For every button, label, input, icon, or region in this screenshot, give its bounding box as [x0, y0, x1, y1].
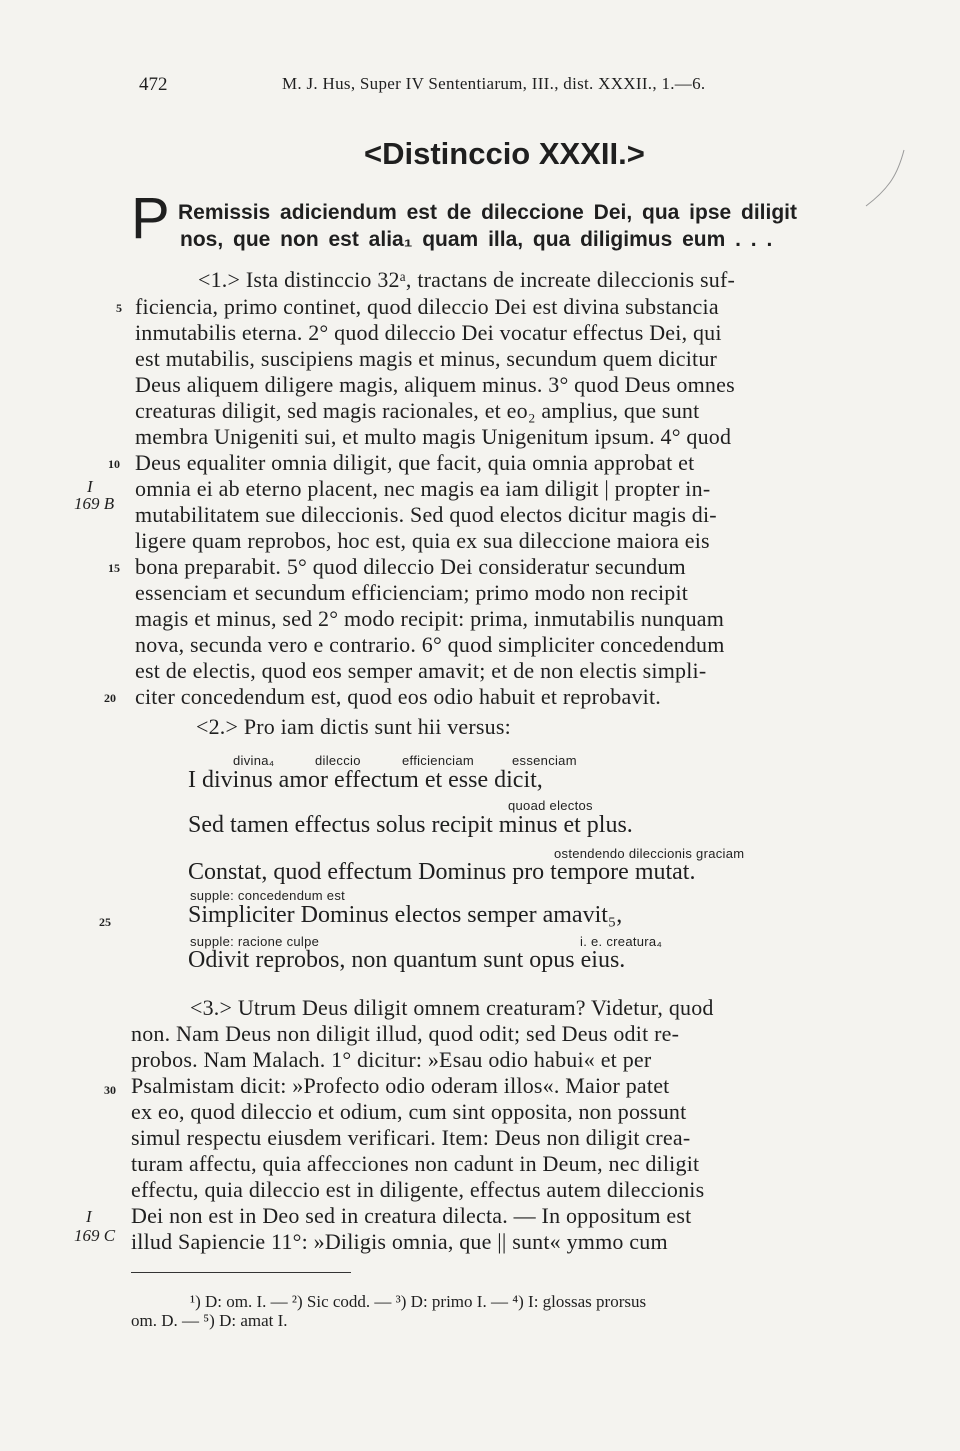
body-line: bona preparabit. 5° quod dileccio Dei consideratur secundum: [135, 554, 686, 579]
body-line: est de electis, quod eos semper amavit; et de non electis simpli-: [135, 658, 707, 683]
body-line: turam affectu, quia affecciones non cadunt in Deum, nec diligit: [131, 1151, 700, 1176]
body-line: <2.> Pro iam dictis sunt hii versus:: [196, 714, 511, 739]
body-line: essenciam et secundum efficienciam; primo modo non recipit: [135, 580, 689, 605]
section-title: <Distinccio XXXII.>: [364, 136, 645, 171]
verse-line: Sed tamen effectus solus recipit minus et plus.: [188, 812, 633, 838]
footnote-line: ¹) D: om. I. — ²) Sic codd. — ³) D: primo I. — ⁴) I: glossas prorsus: [190, 1292, 647, 1311]
body-line: simul respectu eiusdem verificari. Item: Deus non diligit crea-: [131, 1125, 691, 1150]
line-number: 15: [108, 561, 120, 575]
footnote-line: om. D. — ⁵) D: amat I.: [131, 1311, 288, 1330]
body-line: citer concedendum est, quod eos odio habuit et reprobavit.: [135, 684, 662, 709]
opening-line: nos, que non est alia₁ quam illa, qua diligimus eum . . .: [180, 228, 773, 251]
verse-line: Simpliciter Dominus electos semper amavit₅,: [188, 902, 623, 928]
body-line: ficiencia, primo continet, quod dileccio Dei est divina substancia: [135, 294, 719, 319]
verse-line: Constat, quod effectum Dominus pro tempore mutat.: [188, 859, 696, 885]
gloss: supple: racione culpe: [190, 934, 320, 949]
gloss: ostendendo dileccionis graciam: [554, 846, 745, 861]
line-number: 20: [104, 691, 116, 705]
margin-ref: I: [86, 1207, 92, 1226]
line-number: 25: [99, 915, 111, 929]
drop-capital: P: [131, 186, 170, 251]
body-line: ex eo, quod dileccio et odium, cum sint opposita, non possunt: [131, 1099, 687, 1124]
gloss: i. e. creatura₄: [580, 934, 663, 949]
gloss: divina₄: [233, 753, 275, 768]
body-line: omnia ei ab eterno placent, nec magis ea iam diligit | propter in-: [135, 476, 711, 501]
body-line: Deus aliquem diligere magis, aliquem minus. 3° quod Deus omnes: [135, 372, 735, 397]
body-line: inmutabilis eterna. 2° quod dileccio Dei vocatur effectus Dei, qui: [135, 320, 722, 345]
page-number: 472: [139, 74, 168, 95]
body-line: Dei non est in Deo sed in creatura dilecta. — In oppositum est: [131, 1203, 692, 1228]
body-line: membra Unigeniti sui, et multo magis Unigenitum ipsum. 4° quod: [135, 424, 732, 449]
body-line: Psalmistam dicit: »Profecto odio oderam illos«. Maior patet: [131, 1073, 670, 1098]
gloss: essenciam: [512, 753, 577, 768]
body-line: nova, secunda vero e contrario. 6° quod simpliciter concedendum: [135, 632, 725, 657]
line-number: 5: [116, 301, 122, 315]
running-head: M. J. Hus, Super IV Sententiarum, III., dist. XXXII., 1.—6.: [282, 74, 706, 93]
line-number: 10: [108, 457, 120, 471]
body-line: non. Nam Deus non diligit illud, quod odit; sed Deus odit re-: [131, 1021, 680, 1046]
margin-ref: 169 B: [74, 494, 115, 513]
gloss: efficienciam: [402, 753, 475, 768]
gloss: supple: concedendum est: [190, 888, 346, 903]
gloss: dileccio: [315, 753, 361, 768]
line-number: 30: [104, 1083, 116, 1097]
body-line: illud Sapiencie 11°: »Diligis omnia, que || sunt« ymmo cum: [131, 1229, 668, 1254]
body-line: ligere quam reprobos, hoc est, quia ex sua dileccione maiora eis: [135, 528, 710, 553]
gloss: quoad electos: [508, 798, 593, 813]
body-line: creaturas diligit, sed magis racionales, et eo₂ amplius, que sunt: [135, 398, 700, 423]
pencil-mark-icon: [858, 148, 908, 208]
opening-line: Remissis adiciendum est de dileccione Dei, qua ipse diligit: [178, 201, 798, 224]
body-line: mutabilitatem sue dileccionis. Sed quod electos dicitur magis di-: [135, 502, 717, 527]
body-line: Deus equaliter omnia diligit, que facit, quia omnia approbat et: [135, 450, 695, 475]
body-line: est mutabilis, suscipiens magis et minus, secundum quem dicitur: [135, 346, 718, 371]
margin-ref: I: [87, 477, 93, 496]
body-line: magis et minus, sed 2° modo recipit: prima, inmutabilis nunquam: [135, 606, 725, 631]
body-line: <1.> Ista distinccio 32ᵃ, tractans de increate dileccionis suf-: [198, 267, 736, 292]
verse-line: Odivit reprobos, non quantum sunt opus eius.: [188, 947, 626, 973]
verse-line: I divinus amor effectum et esse dicit,: [188, 767, 543, 793]
body-line: <3.> Utrum Deus diligit omnem creaturam? Videtur, quod: [190, 995, 714, 1020]
margin-ref: 169 C: [74, 1226, 116, 1245]
body-line: probos. Nam Malach. 1° dicitur: »Esau odio habui« et per: [131, 1047, 652, 1072]
body-line: effectu, quia dileccio est in diligente, effectus autem dileccionis: [131, 1177, 705, 1202]
footnote-rule: [131, 1272, 351, 1273]
